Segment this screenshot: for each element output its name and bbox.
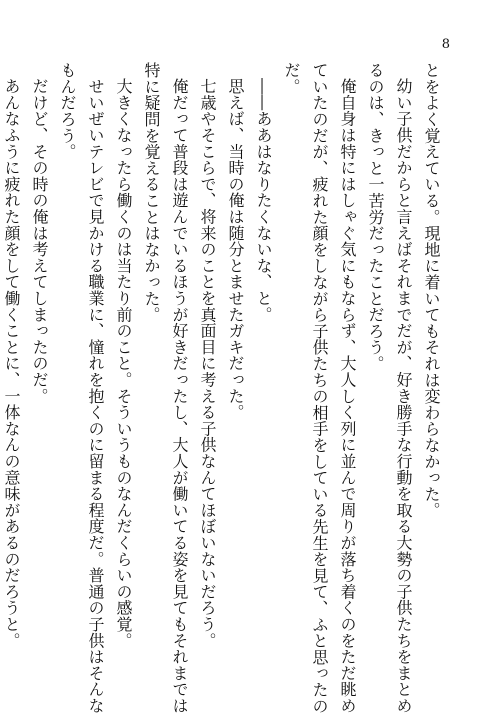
vertical-text-body	[0, 62, 445, 714]
text-line: 俺自身は特にはしゃぐ気にもならず、大人しく列に並んで周りが落ち着くのをただ眺め	[338, 78, 357, 714]
text-line: あんなふうに疲れた顔をして働くことに、一体なんの意味があるのだろうと。	[2, 78, 21, 649]
text-line: 七歳やそこらで、将来のことを真面目に考える子供なんてほぼいないだろう。	[198, 78, 217, 649]
text-line: とをよく覚えている。現地に着いてもそれは変わらなかった。	[422, 62, 441, 519]
text-line: もんだろう。	[58, 62, 77, 160]
text-line: だ。	[282, 62, 301, 95]
text-line: 特に疑問を覚えることはなかった。	[142, 62, 161, 323]
text-line: 思えば、当時の俺は随分とませたガキだった。	[226, 78, 245, 421]
text-line: ――ああはなりたくないな、と。	[254, 78, 273, 323]
text-line: せいぜいテレビで見かける職業に、憧れを抱くのに留まる程度だ。普通の子供はそんな	[86, 78, 105, 714]
text-line: だけど、その時の俺は考えてしまったのだ。	[30, 78, 49, 404]
text-line: るのは、きっと一苦労だったことだろう。	[366, 62, 385, 372]
text-line: 俺だって普段は遊んでいるほうが好きだったし、大人が働いてる姿を見てもそれまでは	[170, 78, 189, 714]
text-line: 大きくなったら働くのは当たり前のこと。そういうものなんだくらいの感覚。	[114, 78, 133, 649]
text-line: 幼い子供だからと言えばそれまでだが、好き勝手な行動を取る大勢の子供たちをまとめ	[394, 78, 413, 714]
text-line: ていたのだが、疲れた顔をしながら子供たちの相手をしている先生を見て、ふと思ったの	[310, 62, 329, 714]
page-number: 8	[441, 37, 450, 52]
